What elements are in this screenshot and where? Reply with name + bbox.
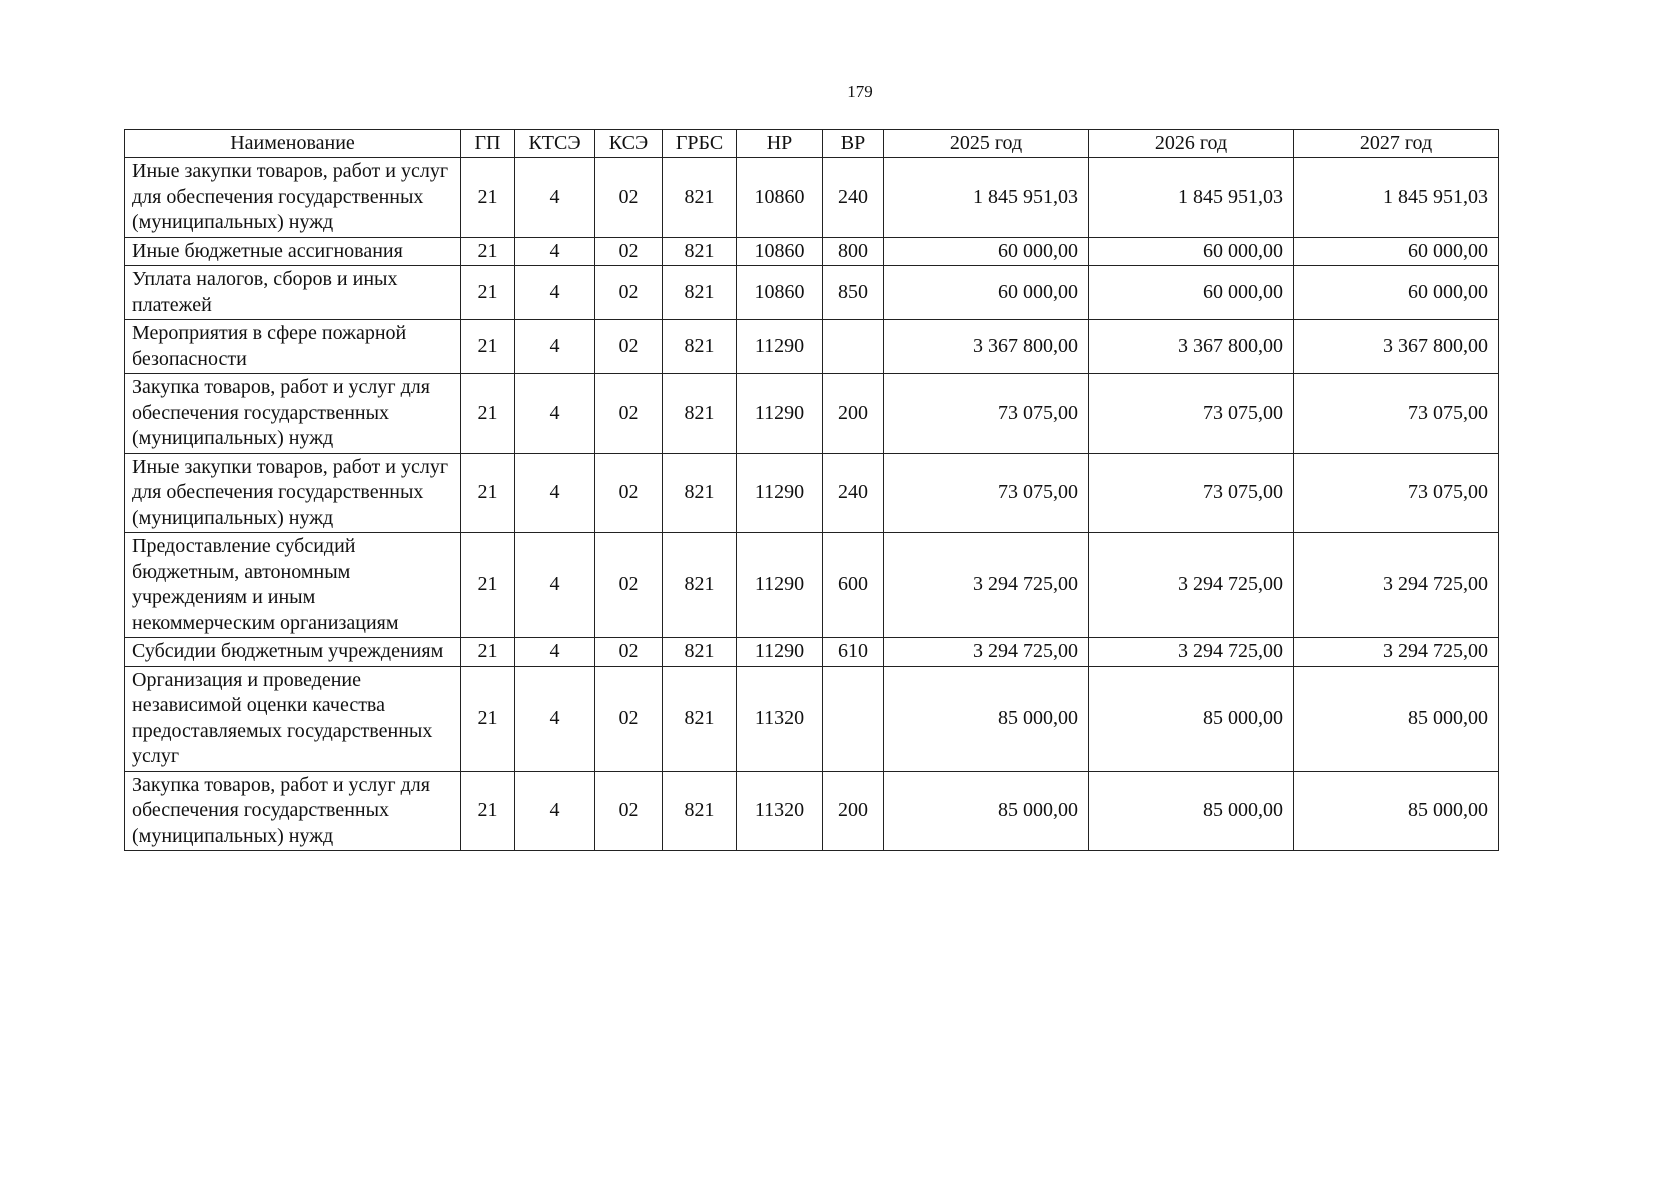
table-row: [125, 374, 1499, 454]
cell-name: Уплата налогов, сборов и иных платежей: [125, 266, 461, 320]
cell-2027: 73 075,00: [1294, 453, 1499, 533]
cell-gp: 21: [461, 453, 515, 533]
cell-2026: 1 845 951,03: [1089, 158, 1294, 238]
cell-kse: 02: [595, 320, 663, 374]
cell-2025: 1 845 951,03: [884, 158, 1089, 238]
cell-ktse: 4: [515, 320, 595, 374]
cell-vr: 850: [823, 266, 884, 320]
cell-nr: 10860: [737, 158, 823, 238]
cell-grbs: 821: [663, 771, 737, 851]
cell-2027: 60 000,00: [1294, 237, 1499, 266]
table-row: [125, 638, 1499, 667]
cell-vr: 200: [823, 771, 884, 851]
cell-gp: 21: [461, 666, 515, 771]
cell-2026: 73 075,00: [1089, 453, 1294, 533]
cell-2025: 3 294 725,00: [884, 533, 1089, 638]
cell-grbs: 821: [663, 266, 737, 320]
cell-2027: 1 845 951,03: [1294, 158, 1499, 238]
cell-vr: 240: [823, 453, 884, 533]
cell-ktse: 4: [515, 666, 595, 771]
cell-ktse: 4: [515, 638, 595, 667]
cell-2026: 3 294 725,00: [1089, 533, 1294, 638]
table-row: [125, 533, 1499, 638]
cell-grbs: 821: [663, 374, 737, 454]
cell-vr: 600: [823, 533, 884, 638]
cell-kse: 02: [595, 266, 663, 320]
cell-name: Закупка товаров, работ и услуг для обеспечения государственных (муниципальных) нужд: [125, 771, 461, 851]
table-row: [125, 158, 1499, 238]
cell-2025: 3 294 725,00: [884, 638, 1089, 667]
cell-grbs: 821: [663, 237, 737, 266]
cell-2026: 3 367 800,00: [1089, 320, 1294, 374]
cell-vr: 240: [823, 158, 884, 238]
cell-gp: 21: [461, 320, 515, 374]
cell-grbs: 821: [663, 638, 737, 667]
header-gp: ГП: [461, 130, 515, 158]
cell-2025: 85 000,00: [884, 771, 1089, 851]
cell-nr: 11290: [737, 453, 823, 533]
cell-2027: 73 075,00: [1294, 374, 1499, 454]
cell-2027: 85 000,00: [1294, 771, 1499, 851]
header-grbs: ГРБС: [663, 130, 737, 158]
cell-kse: 02: [595, 533, 663, 638]
cell-2026: 73 075,00: [1089, 374, 1294, 454]
header-nr: НР: [737, 130, 823, 158]
cell-grbs: 821: [663, 533, 737, 638]
header-vr: ВР: [823, 130, 884, 158]
cell-2025: 73 075,00: [884, 374, 1089, 454]
table-row: [125, 237, 1499, 266]
table-row: [125, 666, 1499, 771]
cell-nr: 10860: [737, 266, 823, 320]
cell-vr: 200: [823, 374, 884, 454]
cell-ktse: 4: [515, 158, 595, 238]
cell-2027: 3 294 725,00: [1294, 638, 1499, 667]
cell-name: Организация и проведение независимой оценки качества предоставляемых государственных услуг: [125, 666, 461, 771]
cell-name: Закупка товаров, работ и услуг для обеспечения государственных (муниципальных) нужд: [125, 374, 461, 454]
cell-2025: 60 000,00: [884, 237, 1089, 266]
cell-2026: 85 000,00: [1089, 771, 1294, 851]
cell-grbs: 821: [663, 320, 737, 374]
cell-nr: 11290: [737, 638, 823, 667]
cell-gp: 21: [461, 638, 515, 667]
cell-kse: 02: [595, 158, 663, 238]
cell-kse: 02: [595, 374, 663, 454]
cell-2025: 3 367 800,00: [884, 320, 1089, 374]
header-name: Наименование: [125, 130, 461, 158]
page-number: 179: [847, 82, 873, 101]
cell-2025: 73 075,00: [884, 453, 1089, 533]
cell-name: Иные закупки товаров, работ и услуг для обеспечения государственных (муниципальных) нужд: [125, 453, 461, 533]
cell-2026: 85 000,00: [1089, 666, 1294, 771]
cell-kse: 02: [595, 666, 663, 771]
cell-kse: 02: [595, 453, 663, 533]
cell-2026: 60 000,00: [1089, 237, 1294, 266]
cell-grbs: 821: [663, 158, 737, 238]
cell-nr: 11320: [737, 771, 823, 851]
cell-nr: 11290: [737, 374, 823, 454]
cell-vr: 610: [823, 638, 884, 667]
cell-kse: 02: [595, 771, 663, 851]
header-2027: 2027 год: [1294, 130, 1499, 158]
table-header-row: [125, 130, 1499, 158]
cell-kse: 02: [595, 638, 663, 667]
cell-grbs: 821: [663, 666, 737, 771]
table-row: [125, 771, 1499, 851]
cell-gp: 21: [461, 771, 515, 851]
cell-gp: 21: [461, 237, 515, 266]
cell-nr: 11290: [737, 320, 823, 374]
cell-ktse: 4: [515, 771, 595, 851]
cell-kse: 02: [595, 237, 663, 266]
cell-name: Иные бюджетные ассигнования: [125, 237, 461, 266]
cell-2026: 60 000,00: [1089, 266, 1294, 320]
cell-nr: 11290: [737, 533, 823, 638]
header-2026: 2026 год: [1089, 130, 1294, 158]
table-row: [125, 320, 1499, 374]
cell-name: Мероприятия в сфере пожарной безопасности: [125, 320, 461, 374]
cell-2027: 3 294 725,00: [1294, 533, 1499, 638]
header-ktse: КТСЭ: [515, 130, 595, 158]
cell-nr: 10860: [737, 237, 823, 266]
cell-gp: 21: [461, 266, 515, 320]
cell-ktse: 4: [515, 266, 595, 320]
cell-vr: [823, 320, 884, 374]
cell-name: Иные закупки товаров, работ и услуг для обеспечения государственных (муниципальных) нужд: [125, 158, 461, 238]
cell-gp: 21: [461, 533, 515, 638]
cell-vr: [823, 666, 884, 771]
cell-ktse: 4: [515, 237, 595, 266]
cell-name: Предоставление субсидий бюджетным, автономным учреждениям и иным некоммерческим организациям: [125, 533, 461, 638]
header-kse: КСЭ: [595, 130, 663, 158]
cell-gp: 21: [461, 158, 515, 238]
cell-ktse: 4: [515, 453, 595, 533]
cell-2027: 3 367 800,00: [1294, 320, 1499, 374]
cell-gp: 21: [461, 374, 515, 454]
cell-2025: 85 000,00: [884, 666, 1089, 771]
cell-2027: 85 000,00: [1294, 666, 1499, 771]
cell-ktse: 4: [515, 374, 595, 454]
header-2025: 2025 год: [884, 130, 1089, 158]
cell-vr: 800: [823, 237, 884, 266]
table-row: [125, 266, 1499, 320]
cell-name: Субсидии бюджетным учреждениям: [125, 638, 461, 667]
budget-table: [124, 129, 1499, 851]
cell-ktse: 4: [515, 533, 595, 638]
table-row: [125, 453, 1499, 533]
cell-grbs: 821: [663, 453, 737, 533]
cell-2026: 3 294 725,00: [1089, 638, 1294, 667]
cell-nr: 11320: [737, 666, 823, 771]
cell-2025: 60 000,00: [884, 266, 1089, 320]
cell-2027: 60 000,00: [1294, 266, 1499, 320]
